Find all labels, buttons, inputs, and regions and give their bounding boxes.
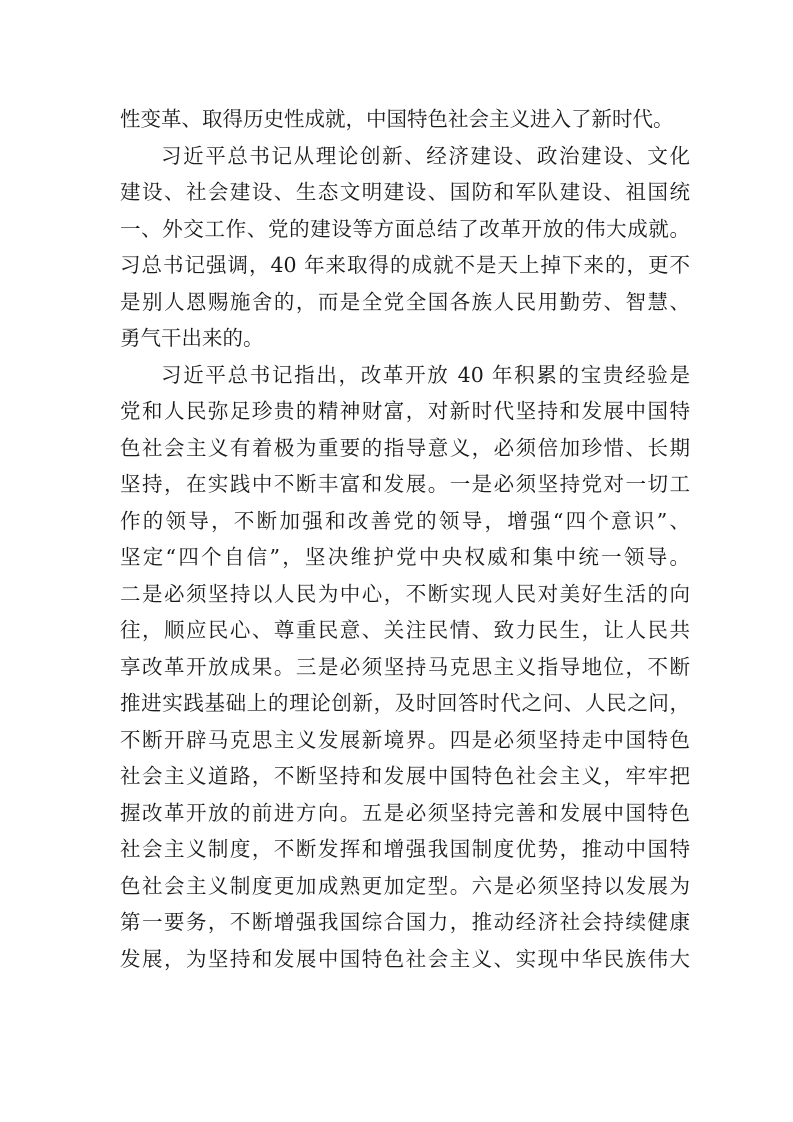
text-line: 色社会主义有着极为重要的指导意义，必须倍加珍惜、长期 xyxy=(120,435,690,460)
text-line: 一、外交工作、党的建设等方面总结了改革开放的伟大成就。 xyxy=(120,216,690,241)
text-line: 坚持，在实践中不断丰富和发展。一是必须坚持党对一切工 xyxy=(120,472,690,496)
text-line: 握改革开放的前进方向。五是必须坚持完善和发展中国特色 xyxy=(120,800,690,825)
text-line: 往，顺应民心、尊重民意、关注民情、致力民生，让人民共 xyxy=(120,618,690,642)
text-line: 作的领导，不断加强和改善党的领导，增强“四个意识”、 xyxy=(120,508,690,533)
text-line: 建设、社会建设、生态文明建设、国防和军队建设、祖国统 xyxy=(120,180,690,204)
text-line: 不断开辟马克思主义发展新境界。四是必须坚持走中国特色 xyxy=(120,727,690,752)
text-line: 色社会主义制度更加成熟更加定型。六是必须坚持以发展为 xyxy=(120,873,690,898)
paragraph-last-line: 勇气干出来的。 xyxy=(120,326,264,350)
text-line: 性变革、取得历史性成就，中国特色社会主义进入了新时代。 xyxy=(120,107,674,131)
paragraph-first-line: 习近平总书记从理论创新、经济建设、政治建设、文化 xyxy=(161,143,690,168)
text-line: 第一要务，不断增强我国综合国力，推动经济社会持续健康 xyxy=(120,910,690,934)
text-line: 享改革开放成果。三是必须坚持马克思主义指导地位，不断 xyxy=(120,654,690,679)
body-text xyxy=(120,101,690,977)
text-line: 习总书记强调，40 年来取得的成就不是天上掉下来的，更不 xyxy=(120,253,690,277)
paragraph-first-line: 习近平总书记指出，改革开放 40 年积累的宝贵经验是 xyxy=(161,362,690,387)
text-line: 党和人民弥足珍贵的精神财富，对新时代坚持和发展中国特 xyxy=(120,399,690,423)
text-line: 坚定“四个自信”，坚决维护党中央权威和集中统一领导。 xyxy=(120,545,690,569)
text-line: 发展，为坚持和发展中国特色社会主义、实现中华民族伟大 xyxy=(120,946,690,971)
text-line: 社会主义道路，不断坚持和发展中国特色社会主义，牢牢把 xyxy=(120,764,690,788)
text-line: 是别人恩赐施舍的，而是全党全国各族人民用勤劳、智慧、 xyxy=(120,289,690,314)
text-line: 推进实践基础上的理论创新，及时回答时代之问、人民之问， xyxy=(120,691,690,715)
text-line: 二是必须坚持以人民为中心，不断实现人民对美好生活的向 xyxy=(120,581,690,606)
text-line: 社会主义制度，不断发挥和增强我国制度优势，推动中国特 xyxy=(120,837,690,861)
